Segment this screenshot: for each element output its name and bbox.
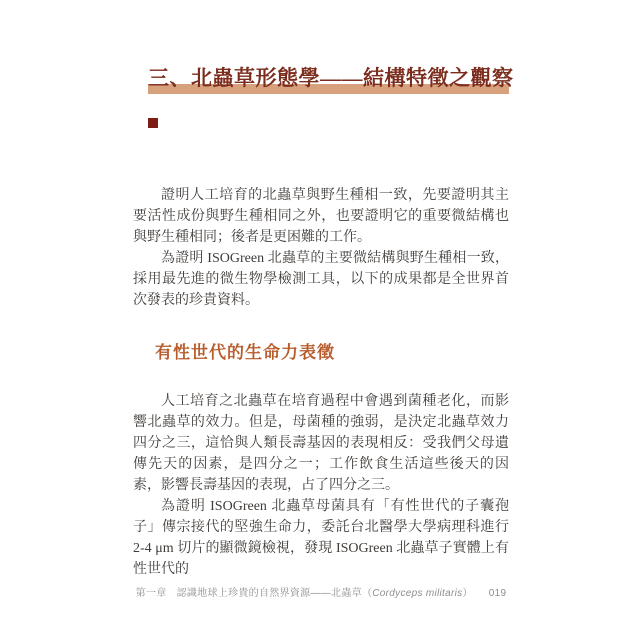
paragraph-3: 人工培育之北蟲草在培育過程中會遇到菌種老化，而影響北蟲草的效力。但是，母菌種的強弱，是決定北蟲草效力四分之三，這恰與人類長壽基因的表現相反：受我們父母遺傳先天的因素，是四分之一；工作飲食生活這些後天的因素，影響長壽基因的表現，占了四分之三。 <box>133 394 509 493</box>
footer-latin-name: Cordyceps militaris <box>372 588 463 599</box>
footer-chapter-label: 第一章 <box>135 588 167 599</box>
paragraph-1: 證明人工培育的北蟲草與野生種相一致，先要證明其主要活性成份與野生種相同之外，也要證明它的重要微結構也與野生種相同；後者是更困難的工作。 <box>133 188 509 245</box>
title-block <box>148 64 514 92</box>
section-title: 三、北蟲草形態學——結構特徵之觀察 <box>148 66 514 90</box>
page-number: 019 <box>488 588 507 599</box>
footer-title-close: ） <box>462 588 473 599</box>
subsection-heading: 有性世代的生命力表徵 <box>155 343 335 362</box>
page-footer <box>133 587 509 601</box>
section-marker-square <box>148 118 158 128</box>
page-body <box>133 185 509 580</box>
paragraph-4: 為證明 ISOGreen 北蟲草母菌具有「有性世代的子囊孢子」傳宗接代的堅強生命力，委託台北醫學大學病理科進行 2-4 μm 切片的顯微鏡檢視，發現 ISOGreen 北蟲草子實體上有性世代的 <box>133 499 509 577</box>
paragraph-2: 為證明 ISOGreen 北蟲草的主要微結構與野生種相一致，採用最先進的微生物學檢測工具，以下的成果都是全世界首次發表的珍貴資料。 <box>133 251 509 308</box>
footer-chapter-title: 認識地球上珍貴的自然界資源——北蟲草（ <box>176 588 373 599</box>
